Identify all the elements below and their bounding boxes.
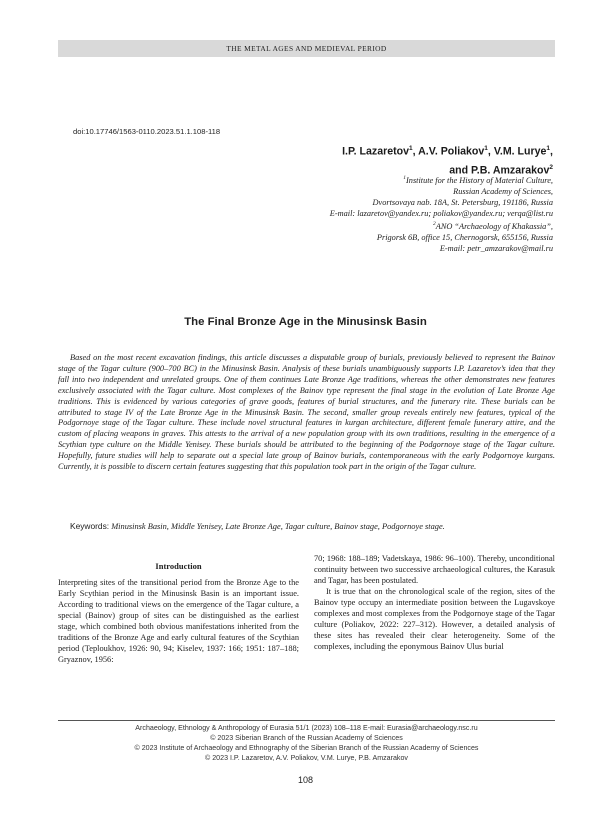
author-name: I.P. Lazaretov [342,145,410,158]
body-paragraph: Interpreting sites of the transitional period from the Bronze Age to the Early Scythian period in the Minusinsk Basin is an important issue. According to traditional views on the emergence of the Tagar culture, a special (Bainov) group of sites can be distinguished as the earliest stage, which combined both obvious manifestations inherited from the traditions of the Bronze Age and early cultural features of the Scythian period (Teploukhov, 1926: 90, 94; Kiselev, 1937: 166; 1951: 187–188; Gryaznov, 1956: [58,578,299,665]
affiliation-line [223,219,553,232]
abstract: Based on the most recent excavation findings, this article discusses a disputable group of burials, previously believed to represent the Bainov stage of the Tagar culture (900–700 BC) in the Minusinsk Basin. Analysis of these burials unambiguously supports I.P. Lazaretov’s idea that they fall into two independent and unrelated groups. One of them continues Late Bronze Age traditions, whereas the other demonstrates new features exclusively associated with the Tagar culture. Most complexes of the Bainov type represent the final stage in the evolution of Late Bronze Age traditions. This is evidenced by various categories of grave goods, features of burial structures, and the funerary rite. These burials can be attributed to stage IV of the Late Bronze Age in the Minusinsk Basin. The second, smaller group reveals entirely new features, typical of the Podgornoye stage of the Tagar culture. These include novel structural features in kurgan architecture, different female funerary attire, and the custom of placing weapons in graves. This attests to the arrival of a new population group with its own traditions, resulting in the emergence of a Scythian type culture on the Middle Yenisey. These burials should be attributed to the beginning of the Podgornoye stage of the Tagar culture. Hopefully, future studies will help to separate out a special late group of Bainov burials, contemporaneous with the early Podgornoye kurgans. Currently, it is possible to discern certain features suggesting that this population took part in the origin of the Tagar culture. [58,353,555,472]
keywords-label: Keywords: [70,521,110,531]
author-affiliation-mark: 2 [549,163,553,171]
keywords [58,521,555,531]
author-affiliation-mark: 1 [484,145,488,152]
author-line-1 [223,141,553,160]
body-paragraph: It is true that on the chronological scale of the region, sites of the Bainov type occupy an intermediate position between the Lugavskoye complexes and most complexes from the Podgornoye stage of the Tagar culture (Poliakov, 2022: 227–312). However, a detailed analysis of these sites has revealed their clear heterogeneity. Some of the complexes, including the eponymous Bainov Ulus burial [314,587,555,652]
article-title: The Final Bronze Age in the Minusinsk Basin [184,316,427,328]
author-affiliation-mark: 1 [546,145,551,152]
footer-copyright: © 2023 I.P. Lazaretov, A.V. Poliakov, V.M. Lurye, P.B. Amzarakov [205,753,408,762]
affiliation-line: Dvortsovaya nab. 18A, St. Petersburg, 191186, Russia [372,197,553,207]
body-column-right [314,553,555,652]
footer-copyright: © 2023 Institute of Archaeology and Ethnography of the Siberian Branch of the Russian Academy of Sciences [134,743,479,752]
affiliation-line: Prigorsk 6B, office 15, Chernogorsk, 655156, Russia [376,232,553,242]
affiliation-text: Institute for the History of Material Culture, [406,175,553,185]
introduction-heading: Introduction [155,561,202,571]
author-affiliation-mark: 1 [409,145,413,152]
affiliation-email[interactable]: E-mail: lazaretov@yandex.ru; poliakov@yandex.ru; verqa@list.ru [329,208,553,218]
affiliation-line [223,173,553,186]
affiliation-text: ANO “Archaeology of Khakassia”, [435,221,553,231]
page-number: 108 [297,775,314,785]
footer-divider [58,720,555,721]
body-paragraph: 70; 1968: 188–189; Vadetskaya, 1986: 96–100). Thereby, unconditional continuity between two successive archaeological cultures, the Karasuk and Tagar, has been postulated. [314,554,555,586]
affiliations-block [223,173,553,254]
author-separator: , [487,145,494,158]
section-banner: THE METAL AGES AND MEDIEVAL PERIOD [58,40,555,57]
author-name: A.V. Poliakov [418,145,485,158]
footer [58,724,555,764]
footer-copyright: © 2023 Siberian Branch of the Russian Academy of Sciences [210,733,403,742]
author-name: and P.B. Amzarakov [449,164,550,177]
affiliation-mark: 1 [403,175,407,181]
affiliation-line: Russian Academy of Sciences, [453,186,553,196]
author-separator: , [412,145,419,158]
body-column-left [58,577,299,665]
affiliation-email[interactable]: E-mail: petr_amzarakov@mail.ru [439,243,553,253]
author-name: V.M. Lurye [493,145,547,158]
affiliation-mark: 2 [433,220,436,227]
doi-identifier[interactable]: doi:10.17746/1563-0110.2023.51.1.108-118 [73,127,221,136]
author-separator: , [550,145,553,158]
keywords-list: Minusinsk Basin, Middle Yenisey, Late Bronze Age, Tagar culture, Bainov stage, Podgornoye stage. [111,522,445,531]
footer-journal-line: Archaeology, Ethnology & Anthropology of Eurasia 51/1 (2023) 108–118 E-mail: Eurasia@archaeology.nsc.ru [135,724,478,732]
